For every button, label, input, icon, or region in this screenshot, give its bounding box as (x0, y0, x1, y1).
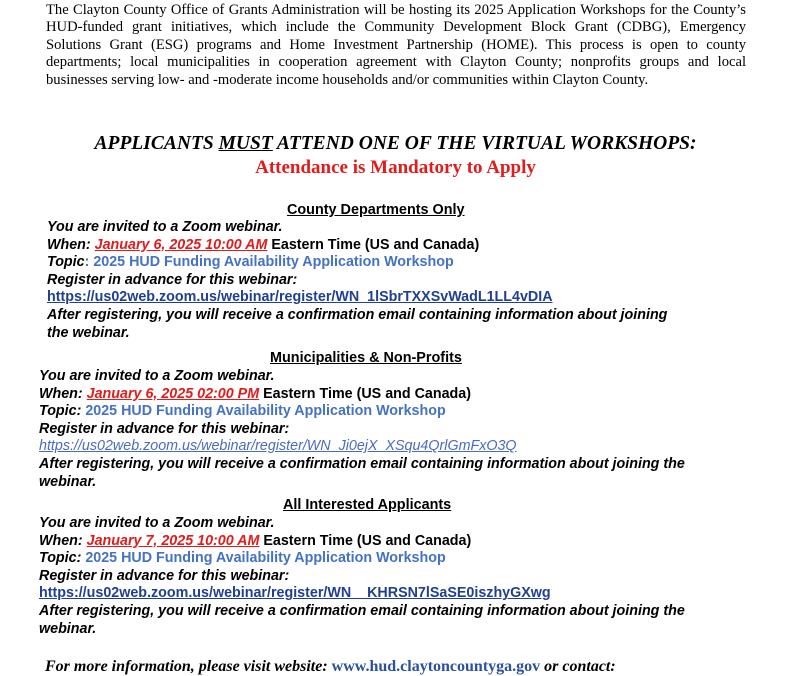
section-title-municipalities: Municipalities & Non-Profits (270, 350, 462, 366)
after-line-1: After registering, you will receive a confirmation email containing information about joining the (39, 455, 685, 472)
session-date: January 7, 2025 10:00 AM (86, 532, 260, 549)
after-line-1: After registering, you will receive a confirmation email containing information about joining the (39, 602, 685, 619)
session-block-municipalities (39, 368, 685, 491)
session-date: January 6, 2025 02:00 PM (86, 385, 260, 402)
topic-line: Topic: 2025 HUD Funding Availability Application Workshop (39, 550, 446, 567)
invited-line: You are invited to a Zoom webinar. (39, 368, 275, 384)
website-link[interactable]: www.hud.claytoncountyga.gov (331, 658, 541, 675)
after-line-2: webinar. (39, 620, 97, 637)
topic-line: Topic: 2025 HUD Funding Availability Application Workshop (47, 254, 454, 271)
topic-text: 2025 HUD Funding Availability Application Workshop (93, 254, 454, 271)
workshops-heading: APPLICANTS MUST ATTEND ONE OF THE VIRTUAL WORKSHOPS: (94, 133, 697, 154)
when-line: When: January 7, 2025 10:00 AM Eastern Time (US and Canada) (39, 532, 472, 549)
register-line: Register in advance for this webinar: (39, 420, 290, 437)
when-line: When: January 6, 2025 02:00 PM Eastern Time (US and Canada) (39, 385, 471, 402)
section-title-all-applicants: All Interested Applicants (283, 497, 452, 513)
section-title-county-departments: County Departments Only (287, 202, 465, 218)
after-line-2: the webinar. (47, 324, 130, 341)
intro-paragraph: The Clayton County Office of Grants Administration will be hosting its 2025 Application Workshops for the County’s HUD-funded grant initiatives, which include the Community Development Block Grant (CDBG), Emergency Solutions Grant (ESG) programs and Home Investment Partnership (HOME). This process is open to county departments; local municipalities in cooperation agreement with Clayton County; nonprofits groups and local businesses serving low- and -moderate income households and/or communities within Clayton County. (46, 2, 746, 88)
register-link-all-applicants[interactable]: https://us02web.zoom.us/webinar/register/WN__KHRSN7lSaSE0iszhyGXwg (39, 585, 551, 602)
session-block-all-applicants (39, 515, 685, 638)
after-line-1: After registering, you will receive a confirmation email containing information about joining (47, 306, 668, 323)
session-date: January 6, 2025 10:00 AM (94, 236, 268, 253)
topic-line: Topic: 2025 HUD Funding Availability Application Workshop (39, 403, 446, 420)
register-link-county-departments[interactable]: https://us02web.zoom.us/webinar/register/WN_1lSbrTXXSvWadL1LL4vDIA (47, 289, 553, 306)
register-link-municipalities[interactable]: https://us02web.zoom.us/webinar/register/WN_Ji0ejX_XSqu4QrlGmFxO3Q (39, 438, 517, 455)
topic-text: 2025 HUD Funding Availability Application Workshop (85, 403, 446, 420)
invited-line: You are invited to a Zoom webinar. (47, 219, 283, 235)
topic-text: 2025 HUD Funding Availability Application Workshop (85, 550, 446, 567)
footer-contact: For more information, please visit website: www.hud.claytoncountyga.gov or contact: (45, 658, 616, 675)
invited-line: You are invited to a Zoom webinar. (39, 515, 275, 531)
when-line: When: January 6, 2025 10:00 AM Eastern Time (US and Canada) (47, 236, 480, 253)
after-line-2: webinar. (39, 473, 97, 490)
register-line: Register in advance for this webinar: (47, 271, 298, 288)
must-emphasis: MUST (218, 133, 273, 154)
session-block-county-departments (47, 219, 667, 342)
register-line: Register in advance for this webinar: (39, 567, 290, 584)
mandatory-subtitle: Attendance is Mandatory to Apply (255, 157, 536, 178)
